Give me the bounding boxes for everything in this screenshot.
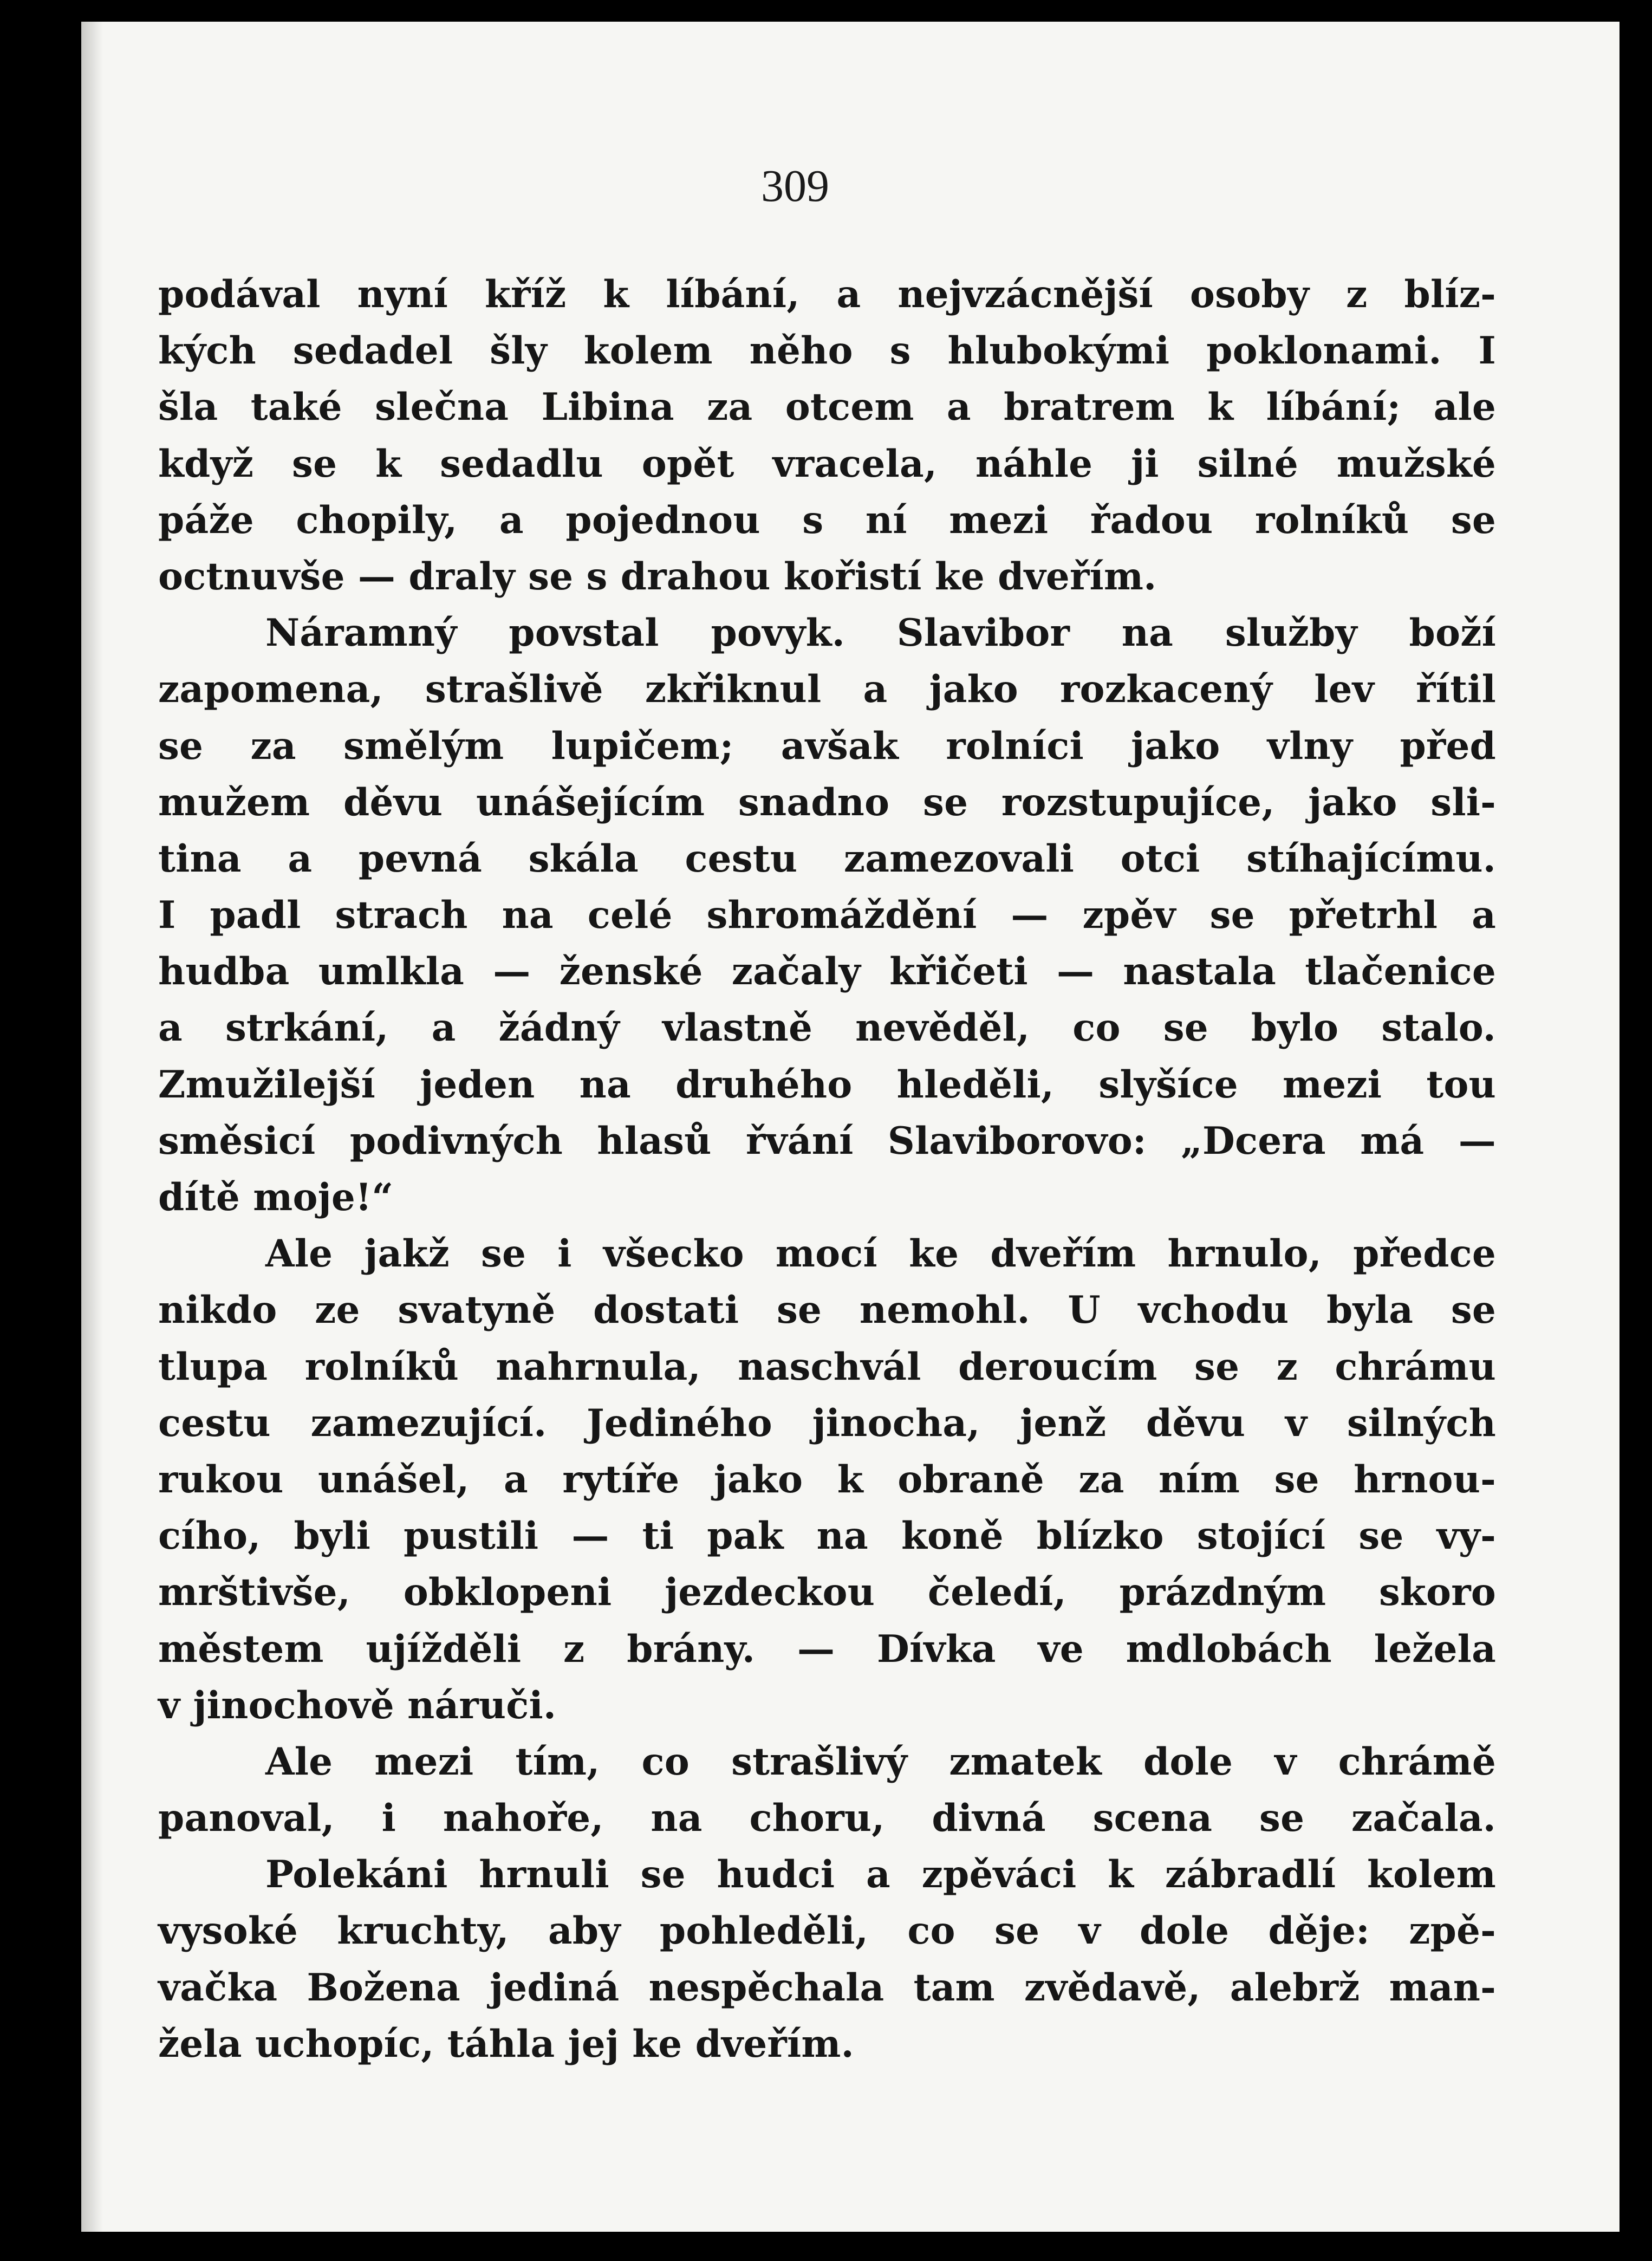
text-line: octnuvše — draly se s drahou kořistí ke dveřím. bbox=[158, 554, 1157, 599]
text-line: vačka Božena jediná nespěchala tam zvědavě, alebrž man- bbox=[158, 1965, 1496, 2010]
text-line: vysoké kruchty, aby pohleděli, co se v dole děje: zpě- bbox=[158, 1909, 1496, 1953]
text-line: rukou unášel, a rytíře jako k obraně za ním se hrnou- bbox=[158, 1457, 1496, 1502]
text-line: Náramný povstal povyk. Slavibor na služby boží bbox=[265, 611, 1496, 655]
text-line: tina a pevná skála cestu zamezovali otci stíhajícímu. bbox=[158, 836, 1496, 881]
text-line: I padl strach na celé shromáždění — zpěv se přetrhl a bbox=[158, 893, 1496, 938]
body-text bbox=[158, 267, 1496, 2072]
text-line: panoval, i nahoře, na choru, divná scena se začala. bbox=[158, 1796, 1496, 1841]
text-line: a strkání, a žádný vlastně nevěděl, co se bylo stalo. bbox=[158, 1006, 1496, 1050]
text-line: Ale mezi tím, co strašlivý zmatek dole v chrámě bbox=[265, 1739, 1496, 1784]
text-line: Polekáni hrnuli se hudci a zpěváci k zábradlí kolem bbox=[265, 1853, 1496, 1897]
text-line: se za smělým lupičem; avšak rolníci jako vlny před bbox=[158, 724, 1496, 768]
page-edge-shadow bbox=[81, 22, 103, 2232]
text-line: šla také slečna Libina za otcem a bratrem k líbání; ale bbox=[158, 385, 1496, 430]
text-line: v jinochově náruči. bbox=[158, 1683, 557, 1727]
text-line: mrštivše, obklopeni jezdeckou čeledí, prázdným skoro bbox=[158, 1570, 1496, 1615]
text-line: tlupa rolníků nahrnula, naschvál deroucím se z chrámu bbox=[158, 1344, 1496, 1389]
text-line: cího, byli pustili — ti pak na koně blízko stojící se vy- bbox=[158, 1514, 1496, 1558]
text-line: mužem děvu unášejícím snadno se rozstupujíce, jako sli- bbox=[158, 780, 1496, 824]
text-line: cestu zamezující. Jediného jinocha, jenž děvu v silných bbox=[158, 1401, 1496, 1445]
page-number: 309 bbox=[761, 161, 829, 211]
text-line: Zmužilejší jeden na druhého hleděli, slyšíce mezi tou bbox=[158, 1062, 1496, 1107]
text-line: dítě moje!“ bbox=[158, 1175, 394, 1219]
text-line: Ale jakž se i všecko mocí ke dveřím hrnulo, předce bbox=[265, 1232, 1496, 1276]
text-line: žela uchopíc, táhla jej ke dveřím. bbox=[158, 2022, 854, 2066]
text-line: zapomena, strašlivě zkřiknul a jako rozkacený lev řítil bbox=[158, 667, 1496, 712]
text-line: směsicí podivných hlasů řvání Slaviborovo: „Dcera má — bbox=[158, 1119, 1496, 1163]
book-page bbox=[81, 22, 1620, 2232]
text-line: městem ujížděli z brány. — Dívka ve mdlobách ležela bbox=[158, 1627, 1496, 1671]
text-line: nikdo ze svatyně dostati se nemohl. U vchodu byla se bbox=[158, 1288, 1496, 1333]
text-line: podával nyní kříž k líbání, a nejvzácnější osoby z blíz- bbox=[158, 272, 1496, 316]
text-line: hudba umlkla — ženské začaly křičeti — nastala tlačenice bbox=[158, 950, 1496, 994]
text-line: páže chopily, a pojednou s ní mezi řadou rolníků se bbox=[158, 498, 1496, 542]
text-line: když se k sedadlu opět vracela, náhle ji silné mužské bbox=[158, 441, 1496, 486]
text-line: kých sedadel šly kolem něho s hlubokými poklonami. I bbox=[158, 329, 1496, 373]
